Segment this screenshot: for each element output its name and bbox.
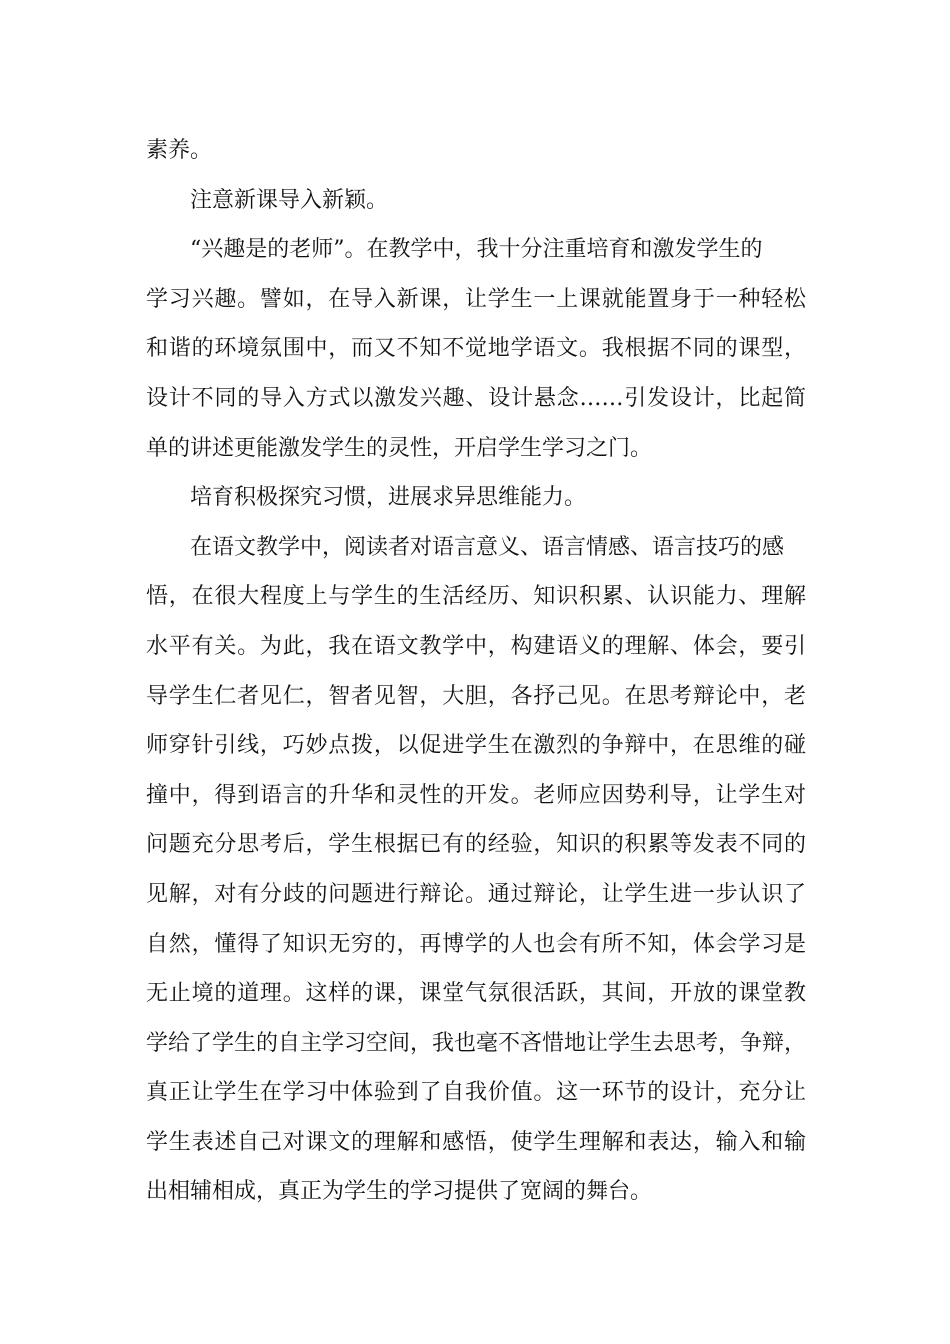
text-line: 和谐的环境氛围中，而又不知不觉地学语文。我根据不同的课型， [146, 336, 806, 362]
text-line: 在语文教学中，阅读者对语言意义、语言情感、语言技巧的感 [190, 534, 785, 560]
text-line: 学生表述自己对课文的理解和感悟，使学生理解和表达，输入和输 [146, 1129, 806, 1155]
text-line: 单的讲述更能激发学生的灵性，开启学生学习之门。 [146, 435, 653, 461]
text-line: 见解，对有分歧的问题进行辩论。通过辩论，让学生进一步认识了 [146, 881, 806, 907]
text-line: 学习兴趣。譬如，在导入新课，让学生一上课就能置身于一种轻松 [146, 286, 806, 312]
text-line: 学给了学生的自主学习空间，我也毫不吝惜地让学生去思考，争辩， [146, 1030, 807, 1056]
body-text [146, 126, 806, 1217]
text-line: 素养。 [146, 138, 213, 163]
text-line: 培育积极探究习惯，进展求异思维能力。 [190, 485, 587, 511]
text-line: 导学生仁者见仁，智者见智，大胆，各抒己见。在思考辩论中，老 [146, 683, 806, 709]
text-line: 师穿针引线，巧妙点拨，以促进学生在激烈的争辩中，在思维的碰 [146, 733, 806, 759]
text-line: 设计不同的导入方式以激发兴趣、设计悬念……引发设计，比起简 [146, 385, 806, 411]
text-line: 无止境的道理。这样的课，课堂气氛很活跃，其间，开放的课堂教 [146, 981, 806, 1007]
text-line: 悟，在很大程度上与学生的生活经历、知识积累、认识能力、理解 [146, 584, 806, 610]
text-line: 注意新课导入新颖。 [190, 187, 389, 213]
text-line: 水平有关。为此，我在语文教学中，构建语义的理解、体会，要引 [146, 633, 806, 659]
text-line: 自然，懂得了知识无穷的，再博学的人也会有所不知，体会学习是 [146, 931, 806, 957]
text-line: 问题充分思考后，学生根据已有的经验，知识的积累等发表不同的 [146, 832, 806, 858]
text-line: 出相辅相成，真正为学生的学习提供了宽阔的舞台。 [146, 1179, 653, 1205]
text-line: 撞中，得到语言的升华和灵性的开发。老师应因势利导，让学生对 [146, 782, 806, 808]
text-line: 真正让学生在学习中体验到了自我价值。这一环节的设计，充分让 [146, 1080, 806, 1106]
text-line: “兴趣是的老师”。在教学中，我十分注重培育和激发学生的 [190, 237, 763, 263]
